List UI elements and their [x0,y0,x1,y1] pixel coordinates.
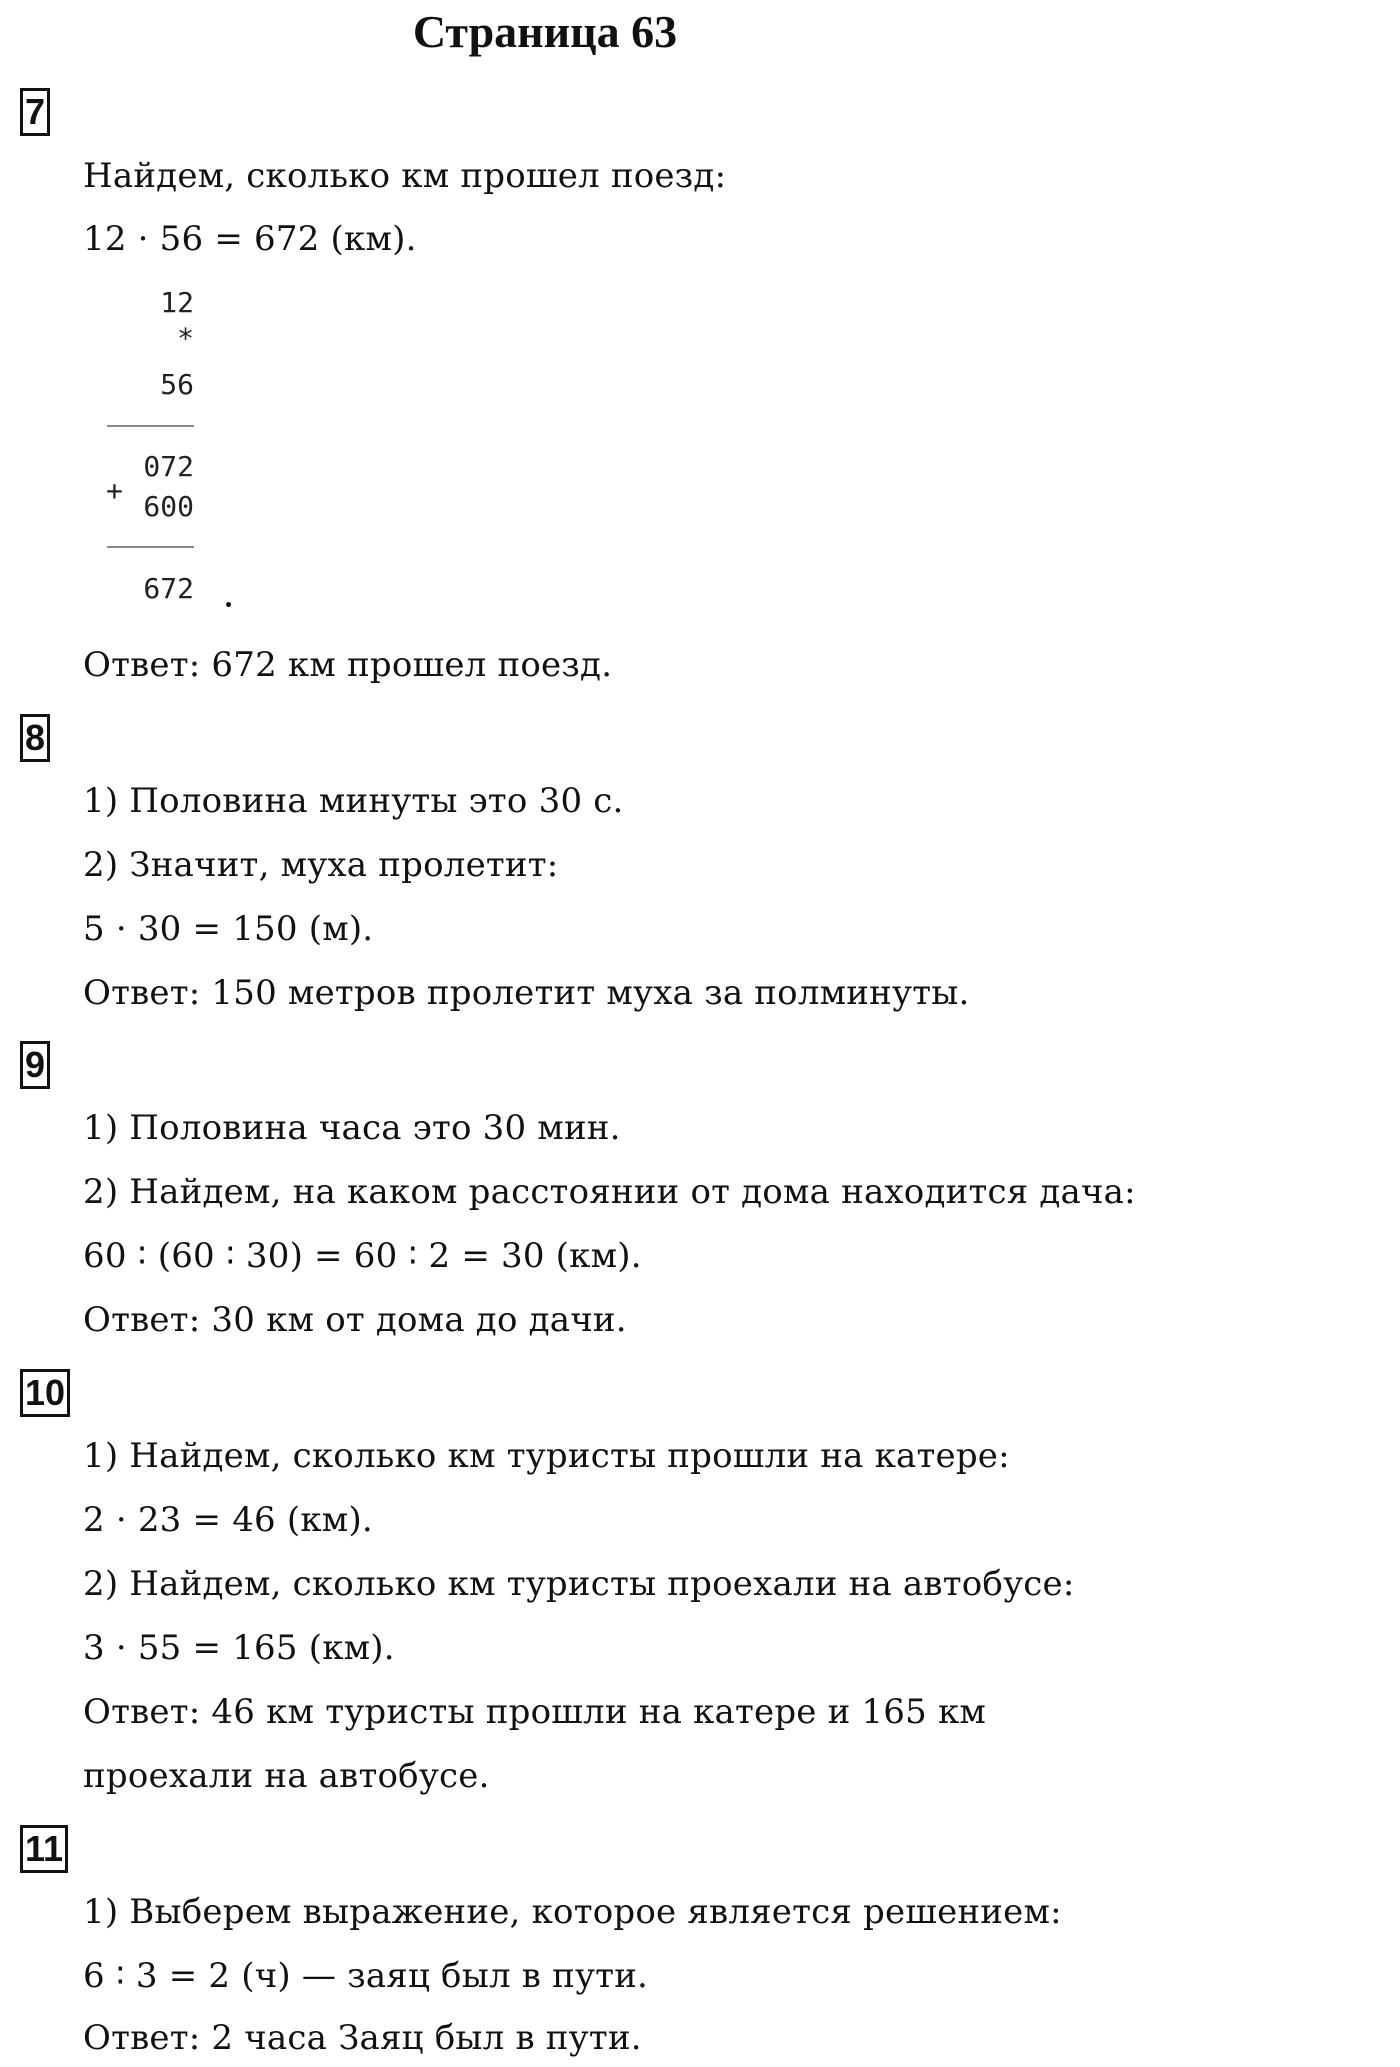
calc-plus: + [106,474,123,507]
task-9-answer: Ответ: 30 км от дома до дачи. [83,1300,627,1340]
task-7-line-1: Найдем, сколько км прошел поезд: [83,156,727,196]
task-8-line-3: 5 · 30 = 150 (м). [83,909,374,949]
calc-rule-2 [107,546,194,548]
task-7-answer: Ответ: 672 км прошел поезд. [83,645,613,685]
calc-partial-2: 600 [143,490,194,523]
task-11-answer: Ответ: 2 часа Заяц был в пути. [83,2018,642,2058]
task-number-7: 7 [20,88,50,136]
calc-period [226,602,231,607]
task-9-line-2: 2) Найдем, на каком расстоянии от дома находится дача: [83,1172,1136,1212]
task-8-line-1: 1) Половина минуты это 30 с. [83,781,624,821]
task-10-line-2: 2 · 23 = 46 (км). [83,1500,373,1540]
task-10-line-4: 3 · 55 = 165 (км). [83,1628,395,1668]
task-10-line-1: 1) Найдем, сколько км туристы прошли на катере: [83,1436,1010,1476]
task-9-line-1: 1) Половина часа это 30 мин. [83,1108,621,1148]
task-number-9: 9 [20,1041,50,1089]
calc-partial-1: 072 [143,450,194,483]
task-8-line-2: 2) Значит, муха пролетит: [83,845,559,885]
task-7-line-2: 12 · 56 = 672 (км). [83,219,417,259]
task-number-11: 11 [20,1825,68,1873]
task-10-answer-1: Ответ: 46 км туристы прошли на катере и 165 км [83,1692,987,1732]
task-10-answer-2: проехали на автобусе. [83,1756,490,1796]
calc-multiplier: 56 [160,368,194,401]
calc-rule-1 [107,425,194,427]
calc-multiplicand: 12 [160,286,194,319]
task-number-10: 10 [20,1369,70,1417]
task-11-line-2: 6 ∶ 3 = 2 (ч) — заяц был в пути. [83,1956,649,1996]
task-9-line-3: 60 ∶ (60 ∶ 30) = 60 ∶ 2 = 30 (км). [83,1236,642,1276]
calc-result: 672 [143,572,194,605]
task-8-answer: Ответ: 150 метров пролетит муха за полминуты. [83,973,970,1013]
page-title: Страница 63 [412,6,678,57]
calc-operator: * [177,322,194,355]
task-11-line-1: 1) Выберем выражение, которое является решением: [83,1892,1062,1932]
task-10-line-3: 2) Найдем, сколько км туристы проехали на автобусе: [83,1564,1075,1604]
task-number-8: 8 [20,714,50,762]
